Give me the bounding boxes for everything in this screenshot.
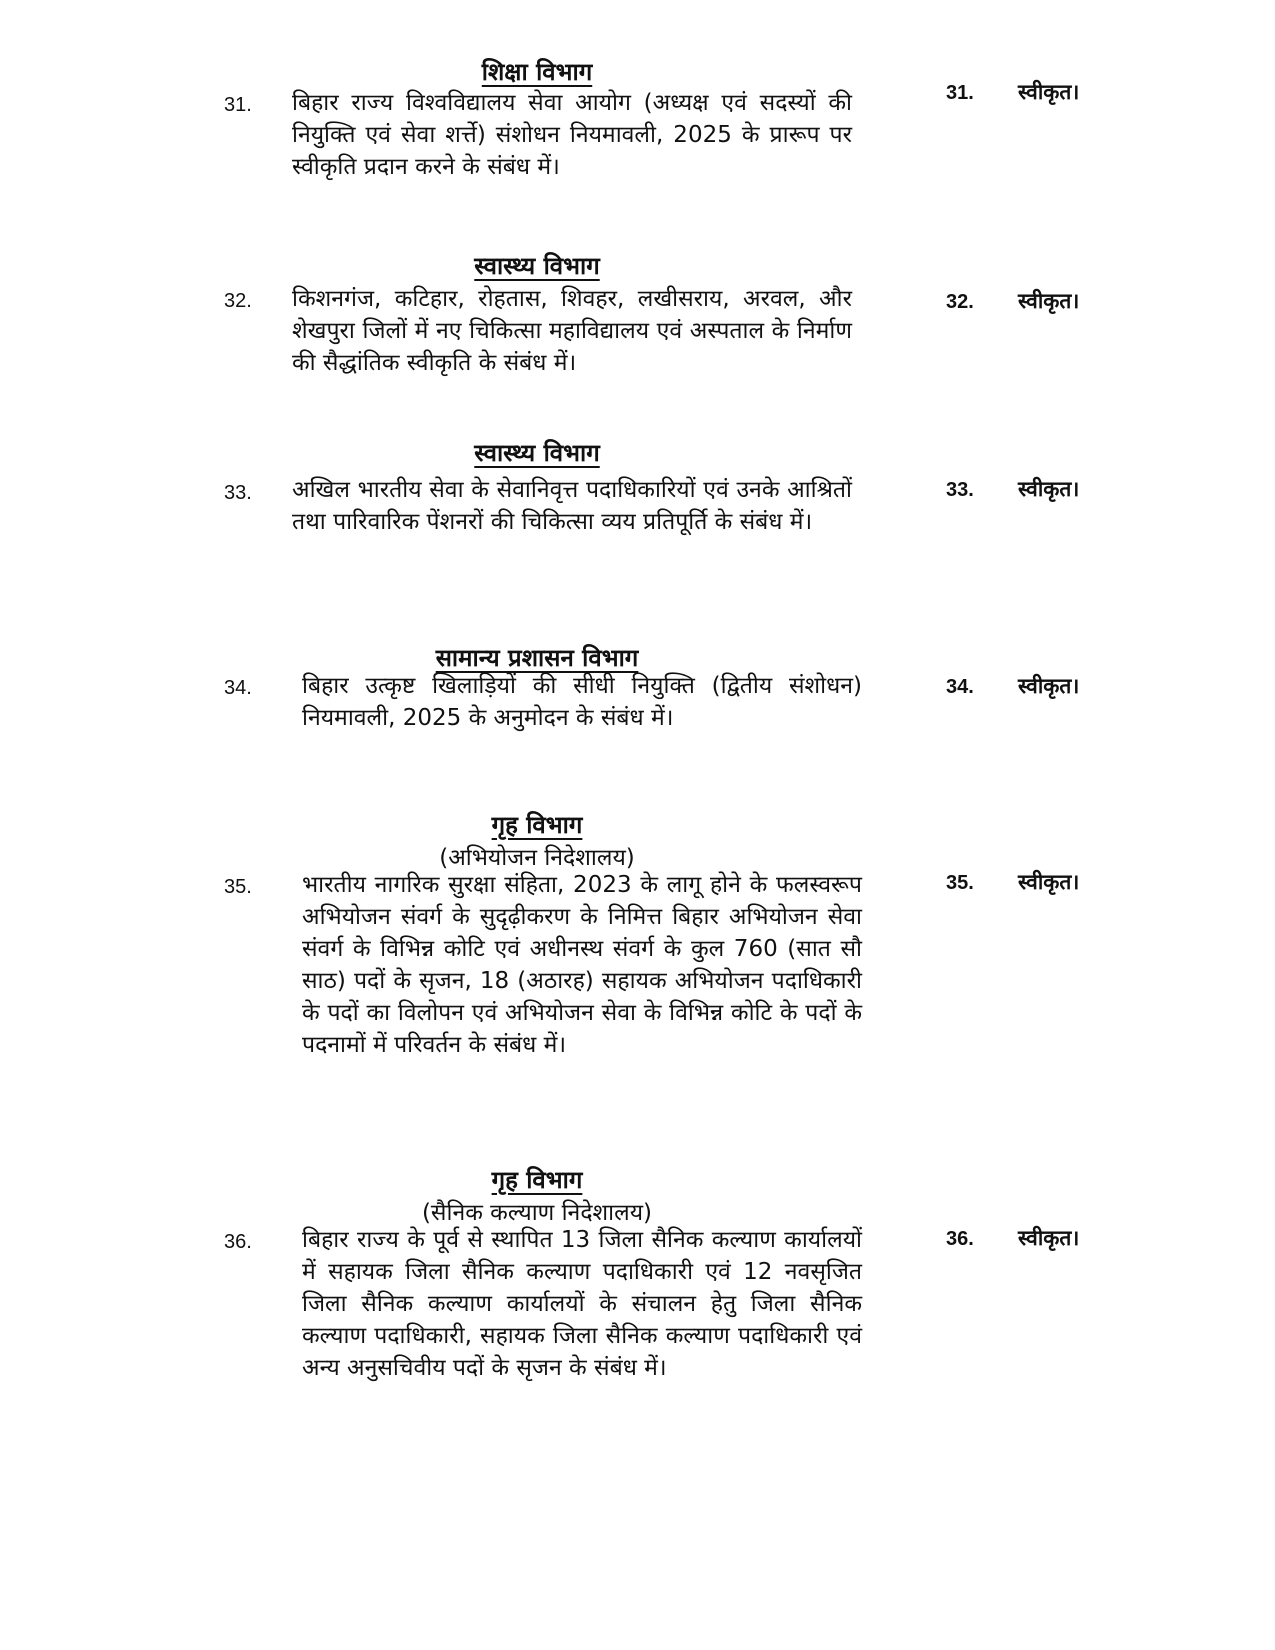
decision-status: स्वीकृत।	[1018, 477, 1080, 501]
item-description: बिहार राज्य के पूर्व से स्थापित 13 जिला सैनिक कल्याण कार्यालयों में सहायक जिला सैनिक कल्याण पदाधिकारी एवं 12 नवसृजित जिला सैनिक कल्याण कार्यालयों के संचालन हेतु जिला सैनिक कल्याण पदाधिकारी, सहायक जिला सैनिक कल्याण पदाधिकारी एवं अन्य अनुसचिवीय पदों के सृजन के संबंध में।	[302, 1227, 862, 1381]
item-number: 33.	[224, 482, 252, 504]
item-number: 31.	[224, 94, 252, 116]
decision-status: स्वीकृत।	[1018, 289, 1080, 313]
decision-number: 33.	[946, 479, 974, 501]
department-heading: शिक्षा विभाग	[481, 58, 593, 86]
item-description: भारतीय नागरिक सुरक्षा संहिता, 2023 के लागू होने के फलस्वरूप अभियोजन संवर्ग के सुदृढ़ीकरण के निमित्त बिहार अभियोजन सेवा संवर्ग के विभिन्न कोटि एवं अधीनस्थ संवर्ग के कुल 760 (सात सौ साठ) पदों के सृजन, 18 (अठारह) सहायक अभियोजन पदाधिकारी के पदों का विलोपन एवं अभियोजन सेवा के विभिन्न कोटि के पदों के पदनामों में परिवर्तन के संबंध में।	[302, 872, 862, 1058]
subdepartment-heading: (अभियोजन निदेशालय)	[439, 845, 635, 871]
decision-status: स्वीकृत।	[1018, 674, 1080, 698]
item-number: 35.	[224, 876, 252, 898]
decision-status: स्वीकृत।	[1018, 870, 1080, 894]
department-heading: स्वास्थ्य विभाग	[474, 439, 600, 467]
department-heading: गृह विभाग	[491, 811, 583, 839]
item-number: 34.	[224, 677, 252, 699]
decision-status: स्वीकृत।	[1018, 1226, 1080, 1250]
decision-number: 36.	[946, 1228, 974, 1250]
item-description: बिहार उत्कृष्ट खिलाड़ियों की सीधी नियुक्ति (द्वितीय संशोधन) नियमावली, 2025 के अनुमोदन के संबंध में।	[302, 673, 862, 731]
decision-number: 34.	[946, 676, 974, 698]
department-heading: सामान्य प्रशासन विभाग	[435, 644, 639, 672]
decision-status: स्वीकृत।	[1018, 80, 1080, 104]
department-heading: स्वास्थ्य विभाग	[474, 252, 600, 280]
item-description: अखिल भारतीय सेवा के सेवानिवृत्त पदाधिकारियों एवं उनके आश्रितों तथा पारिवारिक पेंशनरों की चिकित्सा व्यय प्रतिपूर्ति के संबंध में।	[292, 477, 852, 535]
item-number: 36.	[224, 1231, 252, 1253]
department-heading: गृह विभाग	[491, 1166, 583, 1194]
decision-number: 35.	[946, 872, 974, 894]
item-description: किशनगंज, कटिहार, रोहतास, शिवहर, लखीसराय, अरवल, और शेखपुरा जिलों में नए चिकित्सा महाविद्यालय एवं अस्पताल के निर्माण की सैद्धांतिक स्वीकृति के संबंध में।	[292, 286, 852, 376]
decision-number: 32.	[946, 291, 974, 313]
item-description: बिहार राज्य विश्वविद्यालय सेवा आयोग (अध्यक्ष एवं सदस्यों की नियुक्ति एवं सेवा शर्त्ते) संशोधन नियमावली, 2025 के प्रारूप पर स्वीकृति प्रदान करने के संबंध में।	[292, 90, 852, 180]
decision-number: 31.	[946, 82, 974, 104]
subdepartment-heading: (सैनिक कल्याण निदेशालय)	[421, 1200, 653, 1226]
item-number: 32.	[224, 290, 252, 312]
